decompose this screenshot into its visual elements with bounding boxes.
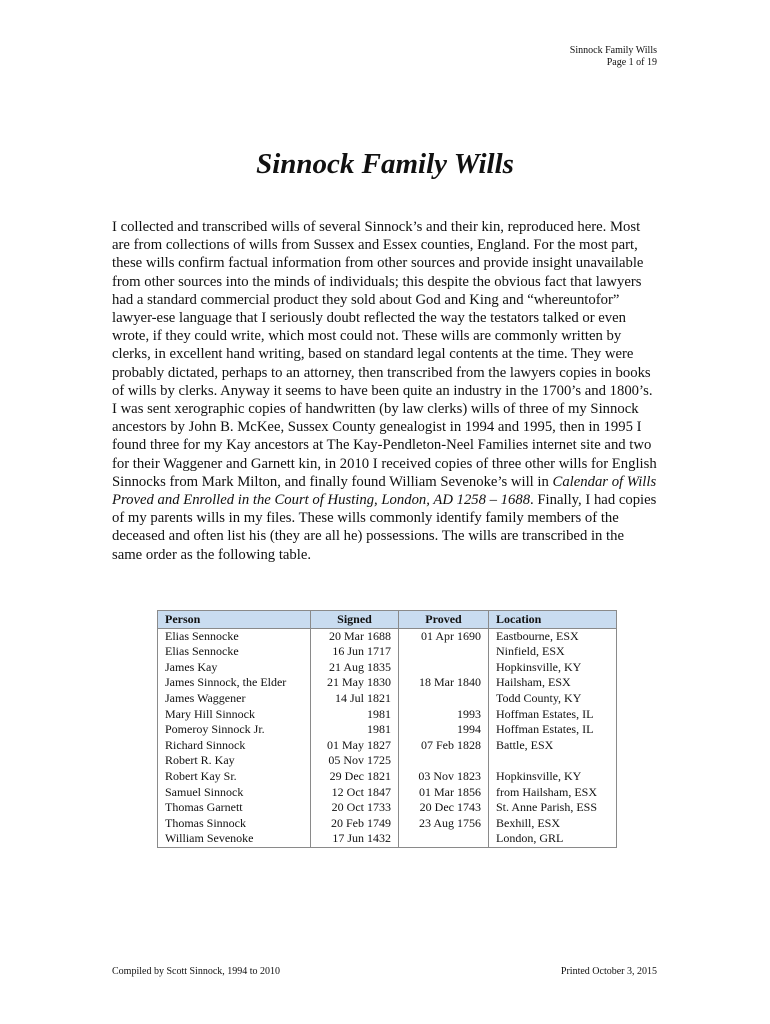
cell-location: Ninfield, ESX xyxy=(489,644,617,660)
table-row xyxy=(158,800,617,816)
cell-location: from Hailsham, ESX xyxy=(489,785,617,801)
cell-person: Robert Kay Sr. xyxy=(158,769,311,785)
cell-proved xyxy=(399,831,489,847)
cell-proved: 1994 xyxy=(399,722,489,738)
cell-signed: 20 Oct 1733 xyxy=(311,800,399,816)
cell-proved xyxy=(399,644,489,660)
cell-person: James Sinnock, the Elder xyxy=(158,675,311,691)
cell-signed: 14 Jul 1821 xyxy=(311,691,399,707)
table-row xyxy=(158,628,617,644)
intro-text-b: . Finally, I had copies of my parents wills in my files. These wills commonly identify family members of the deceased and often list his (they are all he) possessions. The wills are transcribed in the same order as the following table. xyxy=(112,492,657,563)
table-row xyxy=(158,831,617,847)
table-row xyxy=(158,785,617,801)
cell-location: Hoffman Estates, IL xyxy=(489,707,617,723)
cell-location: Hoffman Estates, IL xyxy=(489,722,617,738)
cell-signed: 05 Nov 1725 xyxy=(311,753,399,769)
cell-person: William Sevenoke xyxy=(158,831,311,847)
table-row xyxy=(158,691,617,707)
intro-paragraph xyxy=(112,218,657,564)
cell-person: Richard Sinnock xyxy=(158,738,311,754)
cell-location xyxy=(489,753,617,769)
cell-person: Mary Hill Sinnock xyxy=(158,707,311,723)
header-page-number: Page 1 of 19 xyxy=(606,57,657,68)
cell-location: Bexhill, ESX xyxy=(489,816,617,832)
cell-proved xyxy=(399,691,489,707)
cell-location: Todd County, KY xyxy=(489,691,617,707)
footer-printed-date: Printed October 3, 2015 xyxy=(560,966,657,977)
cell-person: Elias Sennocke xyxy=(158,644,311,660)
cell-proved: 18 Mar 1840 xyxy=(399,675,489,691)
col-header-signed: Signed xyxy=(311,611,399,629)
cell-signed: 21 Aug 1835 xyxy=(311,660,399,676)
cell-location: Hopkinsville, KY xyxy=(489,660,617,676)
table-header-row xyxy=(158,611,617,629)
cell-person: James Waggener xyxy=(158,691,311,707)
cell-proved xyxy=(399,660,489,676)
intro-italic-reference: Calendar of Wills Proved and Enrolled in the Court of Husting, London, AD 1258 – 1688 xyxy=(112,473,657,509)
cell-person: Pomeroy Sinnock Jr. xyxy=(158,722,311,738)
table-row xyxy=(158,722,617,738)
cell-signed: 1981 xyxy=(311,707,399,723)
cell-signed: 21 May 1830 xyxy=(311,675,399,691)
cell-person: Robert R. Kay xyxy=(158,753,311,769)
cell-proved: 20 Dec 1743 xyxy=(399,800,489,816)
cell-location: St. Anne Parish, ESS xyxy=(489,800,617,816)
table-row xyxy=(158,707,617,723)
table-row xyxy=(158,753,617,769)
cell-person: Samuel Sinnock xyxy=(158,785,311,801)
cell-signed: 01 May 1827 xyxy=(311,738,399,754)
cell-location: Hailsham, ESX xyxy=(489,675,617,691)
cell-signed: 29 Dec 1821 xyxy=(311,769,399,785)
table-row xyxy=(158,675,617,691)
cell-proved: 07 Feb 1828 xyxy=(399,738,489,754)
cell-proved: 01 Mar 1856 xyxy=(399,785,489,801)
col-header-proved: Proved xyxy=(399,611,489,629)
table-row xyxy=(158,816,617,832)
cell-location: Battle, ESX xyxy=(489,738,617,754)
table-row xyxy=(158,738,617,754)
cell-signed: 20 Feb 1749 xyxy=(311,816,399,832)
cell-person: Elias Sennocke xyxy=(158,628,311,644)
cell-signed: 16 Jun 1717 xyxy=(311,644,399,660)
cell-proved: 01 Apr 1690 xyxy=(399,628,489,644)
table-row xyxy=(158,769,617,785)
cell-signed: 17 Jun 1432 xyxy=(311,831,399,847)
cell-proved: 03 Nov 1823 xyxy=(399,769,489,785)
table-row xyxy=(158,644,617,660)
cell-proved: 23 Aug 1756 xyxy=(399,816,489,832)
cell-proved xyxy=(399,753,489,769)
cell-location: Hopkinsville, KY xyxy=(489,769,617,785)
col-header-person: Person xyxy=(158,611,311,629)
wills-table xyxy=(157,610,617,848)
cell-location: Eastbourne, ESX xyxy=(489,628,617,644)
cell-person: Thomas Sinnock xyxy=(158,816,311,832)
cell-proved: 1993 xyxy=(399,707,489,723)
cell-signed: 1981 xyxy=(311,722,399,738)
cell-location: London, GRL xyxy=(489,831,617,847)
page-header xyxy=(570,45,657,69)
document-title: Sinnock Family Wills xyxy=(256,148,514,180)
cell-person: Thomas Garnett xyxy=(158,800,311,816)
cell-signed: 12 Oct 1847 xyxy=(311,785,399,801)
cell-person: James Kay xyxy=(158,660,311,676)
header-doc-title: Sinnock Family Wills xyxy=(569,45,657,56)
intro-text-a: I collected and transcribed wills of several Sinnock’s and their kin, reproduced here. Most are from collections of wills from Sussex and Essex counties, England. For the most part, these wills confirm factual information from other sources and provide insight unavailable from other sources into the minds of individuals; this despite the obvious fact that lawyers had a standard commercial product they sold about God and King and “whereuntofor” lawyer-ese language that I seriously doubt reflected the way the testators talked or even wrote, if they could write, which most could not. These wills are commonly written by clerks, in excellent hand writing, based on standard legal contents at the time. They were probably dictated, perhaps to an attorney, then transcribed from the lawyers copies in books of wills by clerks. Anyway it seems to have been quite an industry in the 1700’s and 1800’s. I was sent xerographic copies of handwritten (by law clerks) wills of three of my Sinnock ancestors by John B. McKee, Sussex County genealogist in 1994 and 1995, then in 1995 I found three for my Kay ancestors at The Kay-Pendleton-Neel Families internet site and two for their Waggener and Garnett kin, in 2010 I received copies of three other wills for English Sinnocks from Mark Milton, and finally found William Sevenoke’s will in xyxy=(112,219,657,490)
col-header-location: Location xyxy=(489,611,617,629)
table-row xyxy=(158,660,617,676)
cell-signed: 20 Mar 1688 xyxy=(311,628,399,644)
footer-compiled-by: Compiled by Scott Sinnock, 1994 to 2010 xyxy=(112,966,281,977)
